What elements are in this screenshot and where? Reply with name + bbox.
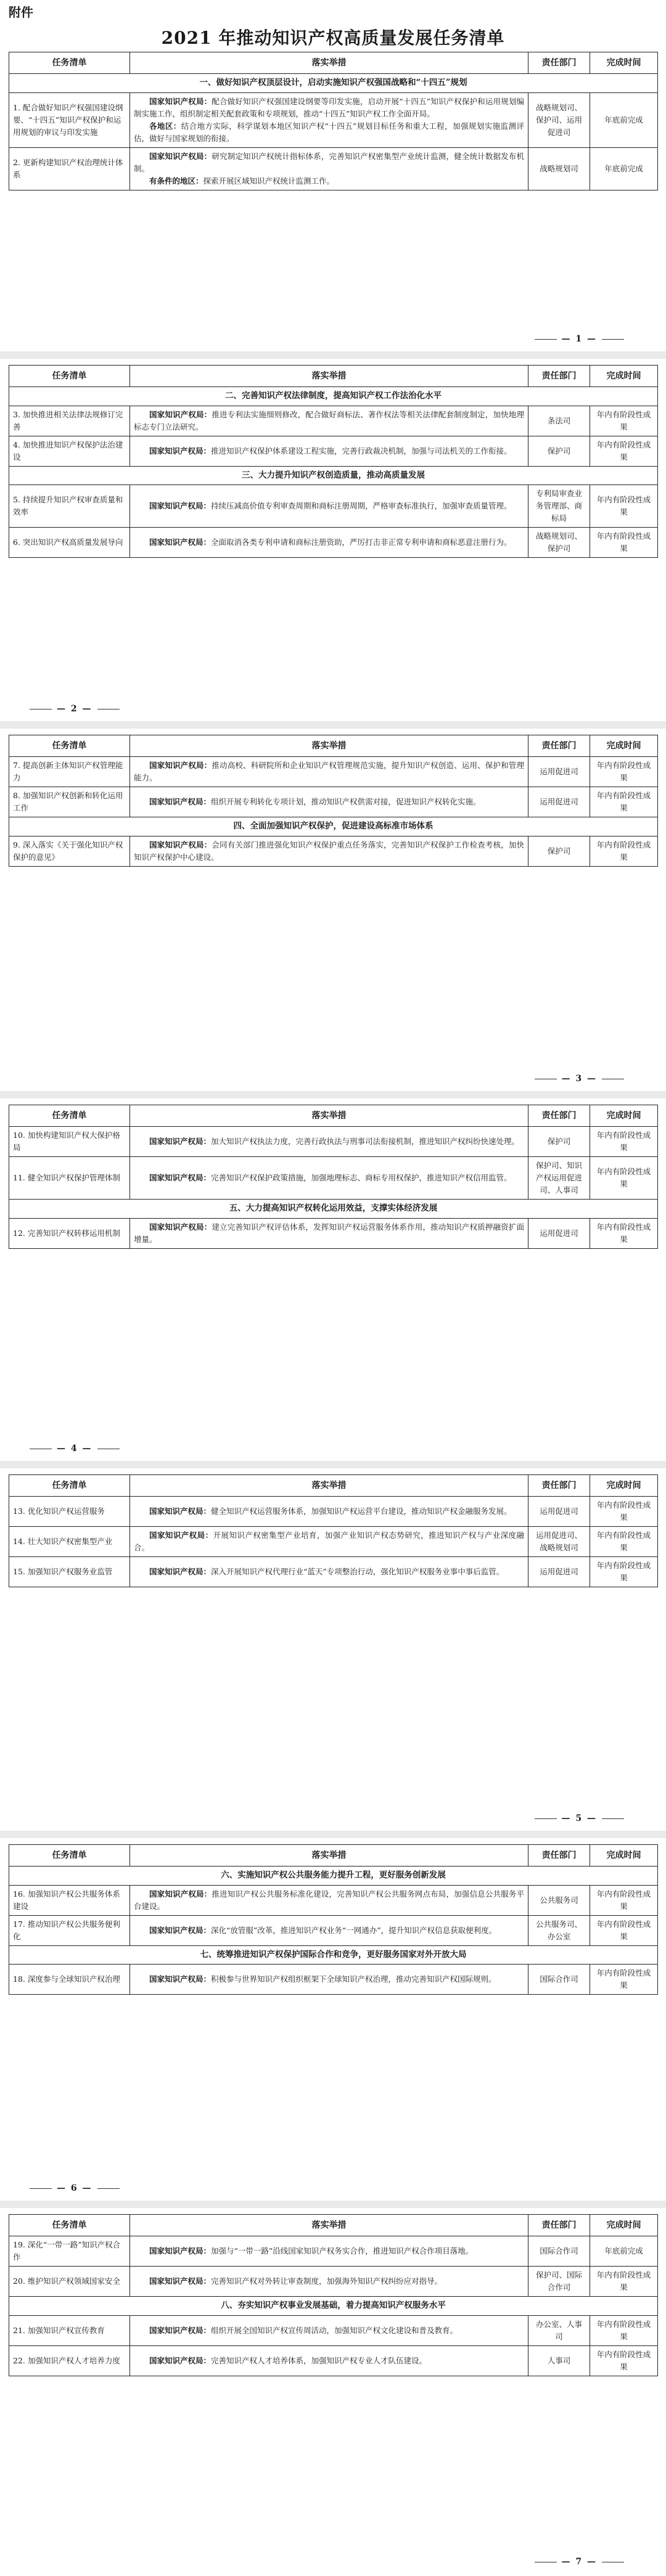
page-number: — 4 — <box>25 1444 125 1454</box>
task-name: 9. 深入落实《关于强化知识产权保护的意见》 <box>9 836 130 866</box>
measures-cell <box>130 1157 528 1200</box>
measure-text: 配合做好知识产权强国建设纲要等印发实施，启动开展“十四五”知识产权保护和运用规划编制实施工作，组织制定相关配套政策和专项规划，推动“十四五”知识产权工作全面开局。 <box>134 96 524 118</box>
section-heading: 一、做好知识产权顶层设计，启动实施知识产权强国战略和“十四五”规划 <box>9 74 658 93</box>
page-gap <box>0 1461 666 1468</box>
header-measures: 落实举措 <box>130 1845 528 1867</box>
table-row <box>9 2345 658 2376</box>
completion-time: 年内有阶段性成果 <box>590 1527 658 1557</box>
measure-paragraph <box>134 2275 524 2288</box>
header-task: 任务清单 <box>9 1845 130 1867</box>
completion-time: 年内有阶段性成果 <box>590 757 658 787</box>
task-table <box>9 2214 658 2376</box>
responsible-dept: 保护司 <box>528 1127 590 1157</box>
measure-paragraph <box>134 409 524 433</box>
responsible-dept: 保护司 <box>528 836 590 866</box>
measures-cell <box>130 836 528 866</box>
measures-cell <box>130 1965 528 1995</box>
task-table <box>9 1474 658 1587</box>
completion-time: 年内有阶段性成果 <box>590 436 658 466</box>
page-gap <box>0 1091 666 1098</box>
measures-cell <box>130 147 528 190</box>
measure-paragraph <box>134 500 524 512</box>
measure-paragraph <box>134 796 524 808</box>
task-name: 5. 持续提升知识产权审查质量和效率 <box>9 485 130 528</box>
task-name: 19. 深化“一带一路”知识产权合作 <box>9 2236 130 2267</box>
table-header-row <box>9 1475 658 1497</box>
task-name: 22. 加强知识产权人才培养力度 <box>9 2345 130 2376</box>
task-name: 1. 配合做好知识产权强国建设纲要、“十四五”知识产权保护和运用规划的审议与印发实施 <box>9 92 130 147</box>
section-row <box>9 1200 658 1219</box>
measure-paragraph <box>134 1924 524 1937</box>
completion-time: 年内有阶段性成果 <box>590 2315 658 2345</box>
header-task: 任务清单 <box>9 366 130 387</box>
section-row <box>9 1945 658 1965</box>
responsible-dept: 国际合作司 <box>528 1965 590 1995</box>
measures-cell <box>130 1127 528 1157</box>
completion-time: 年内有阶段性成果 <box>590 485 658 528</box>
measure-lead: 国家知识产权局： <box>149 1507 212 1516</box>
completion-time: 年内有阶段性成果 <box>590 1218 658 1248</box>
page-4 <box>0 1098 666 1461</box>
completion-time: 年内有阶段性成果 <box>590 1915 658 1945</box>
header-time: 完成时间 <box>590 52 658 74</box>
measure-text: 结合地方实际，科学谋划本地区知识产权“十四五”规划目标任务和重大工程，加强规划实施监测评估，做好与国家规划的衔接。 <box>134 121 524 143</box>
document-title: 2021 年推动知识产权高质量发展任务清单 <box>161 28 505 48</box>
measures-cell <box>130 1557 528 1587</box>
table-row <box>9 1157 658 1200</box>
task-table <box>9 735 658 867</box>
header-dept: 责任部门 <box>528 1845 590 1867</box>
measure-text: 推进知识产权公共服务标准化建设，完善知识产权公共服务网点布局，加强信息公共服务平台建设。 <box>134 1889 524 1911</box>
table-row <box>9 2315 658 2345</box>
table-row <box>9 2236 658 2267</box>
measure-lead: 国家知识产权局： <box>149 446 212 456</box>
measures-cell <box>130 436 528 466</box>
completion-time: 年内有阶段性成果 <box>590 1127 658 1157</box>
responsible-dept: 条法司 <box>528 406 590 436</box>
measure-text: 完善知识产权对外转让审查制度，加强海外知识产权纠纷应对指导。 <box>211 2276 443 2286</box>
measure-paragraph <box>134 175 524 187</box>
measure-lead: 国家知识产权局： <box>149 1974 212 1984</box>
measure-text: 组织开展专利转化专项计划，推动知识产权供需对接，促进知识产权转化实施。 <box>211 797 481 806</box>
responsible-dept: 公共服务司、办公室 <box>528 1915 590 1945</box>
measures-cell <box>130 485 528 528</box>
table-row <box>9 1885 658 1915</box>
measure-text: 开展知识产权密集型产业培育，加强产业知识产权态势研究，推进知识产权与产业深度融合。 <box>134 1531 524 1552</box>
measures-cell <box>130 528 528 558</box>
measure-lead: 国家知识产权局： <box>149 1222 212 1232</box>
task-table <box>9 1105 658 1249</box>
section-heading: 二、完善知识产权法律制度，提高知识产权工作法治化水平 <box>9 387 658 406</box>
measure-lead: 国家知识产权局： <box>149 1925 212 1935</box>
table-header-row <box>9 1845 658 1867</box>
header-task: 任务清单 <box>9 1105 130 1127</box>
measure-lead: 国家知识产权局： <box>149 1173 212 1182</box>
section-heading: 四、全面加强知识产权保护，促进建设高标准市场体系 <box>9 817 658 836</box>
measure-paragraph <box>134 96 524 120</box>
task-name: 6. 突出知识产权高质量发展导向 <box>9 528 130 558</box>
completion-time: 年内有阶段性成果 <box>590 787 658 817</box>
section-heading: 三、大力提升知识产权创造质量，推动高质量发展 <box>9 466 658 485</box>
completion-time: 年内有阶段性成果 <box>590 836 658 866</box>
measure-lead: 国家知识产权局： <box>149 2355 212 2365</box>
responsible-dept: 运用促进司、战略规划司 <box>528 1527 590 1557</box>
task-table <box>9 365 658 558</box>
table-row <box>9 406 658 436</box>
measure-lead: 国家知识产权局： <box>149 2246 212 2255</box>
measure-lead: 国家知识产权局： <box>149 840 212 849</box>
table-row <box>9 1557 658 1587</box>
section-row <box>9 74 658 93</box>
responsible-dept: 战略规划司 <box>528 147 590 190</box>
measures-cell <box>130 787 528 817</box>
responsible-dept: 公共服务司 <box>528 1885 590 1915</box>
measure-text: 完善知识产权人才培养体系，加强知识产权专业人才队伍建设。 <box>211 2355 427 2365</box>
measure-paragraph <box>134 1135 524 1148</box>
table-row <box>9 787 658 817</box>
measures-cell <box>130 757 528 787</box>
measures-cell <box>130 92 528 147</box>
responsible-dept: 保护司、知识产权运用促进司、人事司 <box>528 1157 590 1200</box>
page-number: — 2 — <box>25 704 125 714</box>
task-table <box>9 1844 658 1995</box>
page-7 <box>0 2208 666 2576</box>
completion-time: 年内有阶段性成果 <box>590 1965 658 1995</box>
header-task: 任务清单 <box>9 735 130 757</box>
header-measures: 落实举措 <box>130 52 528 74</box>
section-heading: 五、大力提高知识产权转化运用效益，支撑实体经济发展 <box>9 1200 658 1219</box>
table-row <box>9 2267 658 2297</box>
table-row <box>9 92 658 147</box>
table-row <box>9 1915 658 1945</box>
table-row <box>9 485 658 528</box>
header-measures: 落实举措 <box>130 1105 528 1127</box>
measures-cell <box>130 2315 528 2345</box>
table-row <box>9 1218 658 1248</box>
header-time: 完成时间 <box>590 1105 658 1127</box>
measure-text: 健全知识产权运营服务体系，加强知识产权运营平台建设，推动知识产权金融服务发展。 <box>211 1507 512 1516</box>
task-name: 16. 加强知识产权公共服务体系建设 <box>9 1885 130 1915</box>
measure-text: 推进知识产权保护体系建设工程实施，完善行政裁决机制，加强与司法机关的工作衔接。 <box>211 446 512 456</box>
header-time: 完成时间 <box>590 366 658 387</box>
measure-text: 推动高校、科研院所和企业知识产权管理规范实施，提升知识产权创造、运用、保护和管理能力。 <box>134 761 524 782</box>
section-row <box>9 387 658 406</box>
completion-time: 年内有阶段性成果 <box>590 2267 658 2297</box>
measure-lead: 各地区： <box>149 121 181 131</box>
table-header-row <box>9 1105 658 1127</box>
responsible-dept: 专利局审查业务管理部、商标局 <box>528 485 590 528</box>
measure-paragraph <box>134 1566 524 1578</box>
table-header-row <box>9 2215 658 2236</box>
measure-paragraph <box>134 1529 524 1554</box>
header-dept: 责任部门 <box>528 1475 590 1497</box>
header-time: 完成时间 <box>590 1475 658 1497</box>
measure-paragraph <box>134 150 524 175</box>
responsible-dept: 运用促进司 <box>528 787 590 817</box>
header-dept: 责任部门 <box>528 1105 590 1127</box>
page-2 <box>0 359 666 721</box>
measure-paragraph <box>134 120 524 145</box>
responsible-dept: 战略规划司、保护司、运用促进司 <box>528 92 590 147</box>
measure-lead: 国家知识产权局： <box>149 151 212 161</box>
table-row <box>9 757 658 787</box>
task-name: 7. 提高创新主体知识产权管理能力 <box>9 757 130 787</box>
measure-text: 全面取消各类专利申请和商标注册资助，严厉打击非正常专利申请和商标恶意注册行为。 <box>211 538 512 547</box>
measure-lead: 国家知识产权局： <box>149 96 212 106</box>
measure-text: 深入开展知识产权代理行业“蓝天”专项整治行动，强化知识产权服务业事中事后监管。 <box>211 1567 504 1576</box>
measure-paragraph <box>134 1172 524 1184</box>
measure-text: 深化“放管服”改革，推进知识产权业务“一网通办”，提升知识产权信息获取便利度。 <box>211 1925 497 1935</box>
header-time: 完成时间 <box>590 735 658 757</box>
measure-paragraph <box>134 1221 524 1246</box>
header-measures: 落实举措 <box>130 735 528 757</box>
completion-time: 年底前完成 <box>590 92 658 147</box>
attachment-label: 附件 <box>9 5 33 20</box>
measure-lead: 国家知识产权局： <box>149 1889 212 1899</box>
task-name: 3. 加快推进相关法律法规修订完善 <box>9 406 130 436</box>
measure-text: 会同有关部门推进强化知识产权保护重点任务落实，完善知识产权保护工作检查考核，加快知识产权保护中心建设。 <box>134 840 524 862</box>
section-row <box>9 466 658 485</box>
page-number: — 6 — <box>25 2183 125 2193</box>
measures-cell <box>130 2236 528 2267</box>
table-row <box>9 147 658 190</box>
responsible-dept: 办公室、人事司 <box>528 2315 590 2345</box>
measure-paragraph <box>134 445 524 457</box>
page-6 <box>0 1838 666 2201</box>
measure-paragraph <box>134 2245 524 2257</box>
header-dept: 责任部门 <box>528 52 590 74</box>
measures-cell <box>130 1915 528 1945</box>
measure-paragraph <box>134 839 524 864</box>
measure-lead: 国家知识产权局： <box>149 501 212 511</box>
measure-paragraph <box>134 1888 524 1913</box>
task-name: 18. 深度参与全球知识产权治理 <box>9 1965 130 1995</box>
table-row <box>9 528 658 558</box>
task-name: 12. 完善知识产权转移运用机制 <box>9 1218 130 1248</box>
measure-text: 建立完善知识产权评估体系，发挥知识产权运营服务体系作用，推动知识产权质押融资扩面增量。 <box>134 1222 524 1244</box>
task-name: 17. 推动知识产权公共服务便利化 <box>9 1915 130 1945</box>
table-row <box>9 436 658 466</box>
responsible-dept: 人事司 <box>528 2345 590 2376</box>
table-header-row <box>9 52 658 74</box>
measures-cell <box>130 1885 528 1915</box>
header-task: 任务清单 <box>9 2215 130 2236</box>
measure-lead: 国家知识产权局： <box>149 1531 213 1540</box>
responsible-dept: 运用促进司 <box>528 757 590 787</box>
header-dept: 责任部门 <box>528 2215 590 2236</box>
measure-text: 持续压减高价值专利审查周期和商标注册周期，严格审查标准执行，加强审查质量管理。 <box>211 501 512 511</box>
header-time: 完成时间 <box>590 2215 658 2236</box>
measure-paragraph <box>134 2355 524 2367</box>
task-name: 21. 加强知识产权宣传教育 <box>9 2315 130 2345</box>
measures-cell <box>130 406 528 436</box>
measure-paragraph <box>134 759 524 784</box>
completion-time: 年内有阶段性成果 <box>590 1557 658 1587</box>
measure-text: 推进专利法实施细则修改，配合做好商标法、著作权法等相关法律配套制度制定，加快地理标志专门立法研究。 <box>134 409 524 431</box>
measure-paragraph <box>134 2325 524 2337</box>
section-row <box>9 2297 658 2316</box>
table-row <box>9 1527 658 1557</box>
completion-time: 年底前完成 <box>590 147 658 190</box>
task-name: 20. 维护知识产权领域国家安全 <box>9 2267 130 2297</box>
measure-lead: 国家知识产权局： <box>149 409 212 419</box>
measure-lead: 国家知识产权局： <box>149 797 212 806</box>
completion-time: 年内有阶段性成果 <box>590 528 658 558</box>
page-number: — 1 — <box>530 334 630 344</box>
completion-time: 年内有阶段性成果 <box>590 1157 658 1200</box>
header-dept: 责任部门 <box>528 366 590 387</box>
measure-text: 研究制定知识产权统计指标体系，完善知识产权密集型产业统计监测，健全统计数据发布机制。 <box>134 151 524 173</box>
page-gap <box>0 721 666 729</box>
measures-cell <box>130 1497 528 1527</box>
table-row <box>9 1127 658 1157</box>
table-row <box>9 1965 658 1995</box>
measures-cell <box>130 1527 528 1557</box>
task-name: 11. 健全知识产权保护管理体制 <box>9 1157 130 1200</box>
responsible-dept: 保护司、国际合作司 <box>528 2267 590 2297</box>
page-3 <box>0 729 666 1091</box>
task-name: 4. 加快推进知识产权保护法治建设 <box>9 436 130 466</box>
responsible-dept: 战略规划司、保护司 <box>528 528 590 558</box>
page-number: — 3 — <box>530 1074 630 1084</box>
measure-text: 探索开展区域知识产权统计监测工作。 <box>203 176 335 186</box>
section-heading: 七、统筹推进知识产权保护国际合作和竞争，更好服务国家对外开放大局 <box>9 1945 658 1965</box>
completion-time: 年底前完成 <box>590 2236 658 2267</box>
completion-time: 年内有阶段性成果 <box>590 2345 658 2376</box>
responsible-dept: 运用促进司 <box>528 1557 590 1587</box>
table-header-row <box>9 735 658 757</box>
task-name: 15. 加强知识产权服务业监管 <box>9 1557 130 1587</box>
measure-text: 完善知识产权保护政策措施，加强地理标志、商标专用权保护，推进知识产权信用监管。 <box>211 1173 512 1182</box>
header-task: 任务清单 <box>9 52 130 74</box>
page-number: — 7 — <box>530 2557 630 2567</box>
completion-time: 年内有阶段性成果 <box>590 1497 658 1527</box>
measure-lead: 国家知识产权局： <box>149 538 212 547</box>
header-measures: 落实举措 <box>130 1475 528 1497</box>
measure-lead: 国家知识产权局： <box>149 2325 212 2335</box>
header-measures: 落实举措 <box>130 366 528 387</box>
page-number: — 5 — <box>530 1813 630 1823</box>
task-name: 8. 加强知识产权创新和转化运用工作 <box>9 787 130 817</box>
completion-time: 年内有阶段性成果 <box>590 406 658 436</box>
completion-time: 年内有阶段性成果 <box>590 1885 658 1915</box>
measure-lead: 国家知识产权局： <box>149 2276 212 2286</box>
measure-paragraph <box>134 1973 524 1985</box>
task-name: 10. 加快构建知识产权大保护格局 <box>9 1127 130 1157</box>
header-time: 完成时间 <box>590 1845 658 1867</box>
header-task: 任务清单 <box>9 1475 130 1497</box>
section-row <box>9 817 658 836</box>
responsible-dept: 国际合作司 <box>528 2236 590 2267</box>
table-row <box>9 836 658 866</box>
section-row <box>9 1867 658 1886</box>
measure-lead: 国家知识产权局： <box>149 761 212 770</box>
task-name: 14. 壮大知识产权密集型产业 <box>9 1527 130 1557</box>
measure-text: 积极参与世界知识产权组织框架下全球知识产权治理，推动完善知识产权国际规则。 <box>211 1974 496 1984</box>
measure-text: 加强与“一带一路”沿线国家知识产权务实合作，推进知识产权合作项目落地。 <box>211 2246 474 2255</box>
responsible-dept: 运用促进司 <box>528 1497 590 1527</box>
responsible-dept: 保护司 <box>528 436 590 466</box>
page-gap <box>0 351 666 359</box>
measure-paragraph <box>134 1505 524 1518</box>
page-5 <box>0 1468 666 1831</box>
task-name: 2. 更新构建知识产权治理统计体系 <box>9 147 130 190</box>
responsible-dept: 运用促进司 <box>528 1218 590 1248</box>
measure-lead: 国家知识产权局： <box>149 1137 212 1146</box>
measure-text: 组织开展全国知识产权宣传周活动，加强知识产权文化建设和普及教育。 <box>211 2325 458 2335</box>
task-table <box>9 52 658 190</box>
task-name: 13. 优化知识产权运营服务 <box>9 1497 130 1527</box>
measures-cell <box>130 1218 528 1248</box>
measures-cell <box>130 2267 528 2297</box>
page-gap <box>0 1831 666 1838</box>
measure-lead: 国家知识产权局： <box>149 1567 212 1576</box>
section-heading: 八、夯实知识产权事业发展基础，着力提高知识产权服务水平 <box>9 2297 658 2316</box>
header-measures: 落实举措 <box>130 2215 528 2236</box>
section-heading: 六、实施知识产权公共服务能力提升工程，更好服务创新发展 <box>9 1867 658 1886</box>
measures-cell <box>130 2345 528 2376</box>
measure-text: 加大知识产权执法力度，完善行政执法与刑事司法衔接机制，推进知识产权纠纷快速处理。 <box>211 1137 520 1146</box>
table-header-row <box>9 366 658 387</box>
page-gap <box>0 2201 666 2208</box>
measure-paragraph <box>134 536 524 549</box>
page-1 <box>0 0 666 351</box>
table-row <box>9 1497 658 1527</box>
measure-lead: 有条件的地区： <box>149 176 204 186</box>
header-dept: 责任部门 <box>528 735 590 757</box>
